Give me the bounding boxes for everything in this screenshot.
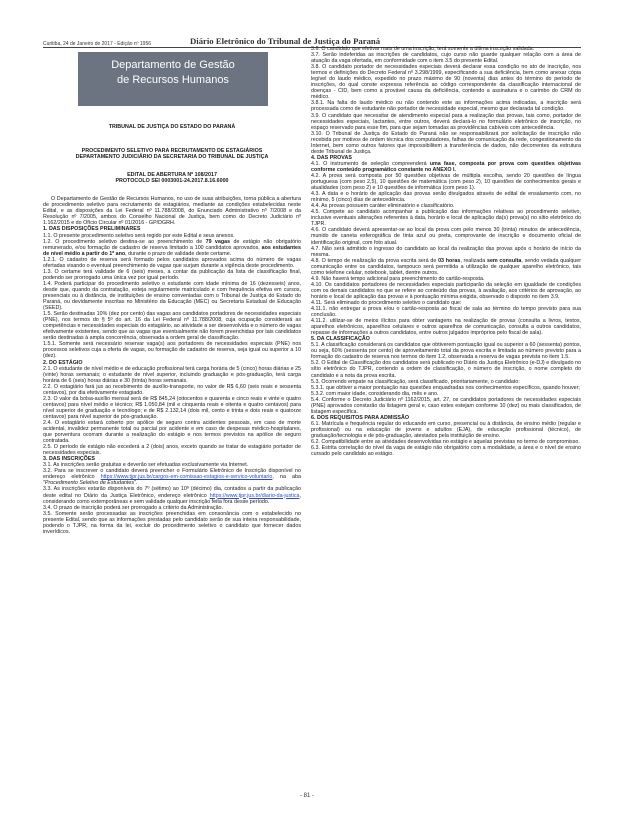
item-2-1: 2.1. O estudante de nível médio e de educação profissional terá carga horária de 5 (cinco) horas diárias e 25 (vinte) horas semanais; o estudante de nível superior, incluindo graduação e pós-graduação, terá carga horária de 6 (seis) horas diárias e 30 (trinta) horas semanais.: [43, 365, 301, 384]
left-column: [43, 124, 301, 535]
item-3-7: 3.7. Serão indeferidas as inscrições de candidatos, cujo curso não guarde qualquer relação com a área de atuação da vaga ofertada, em conformidade com o item 3.5 do presente Edital.: [311, 52, 581, 65]
section-5-heading: 5. DA CLASSIFICAÇÃO: [311, 336, 370, 343]
item-1-3: 1.3. O certame terá validade de 6 (seis) meses, a contar da publicação da lista de classificação final, podendo ser prorrogado uma única vez por igual período.: [43, 268, 301, 281]
item-2-4: 2.4. O estagiário estará coberto por apólice de seguro contra acidentes pessoais, em caso de morte acidental, invalidez permanente total ou parcial por acidente e em caso de despesas médico-hospitalares, que porventura ocorram durante a realização do estágio e nos termos previstos na apólice de seguro contratada.: [43, 419, 301, 445]
item-5-3-2: 5.3.2. com maior idade, considerando dia, mês e ano.: [311, 390, 439, 397]
item-2-5: 2.5. O período de estágio não excederá a 2 (dois) anos, exceto quando se tratar de estagiário portador de necessidades especiais.: [43, 444, 301, 457]
court-heading: TRIBUNAL DE JUSTIÇA DO ESTADO DO PARANÁ: [108, 124, 236, 130]
item-3-5: 3.5. Somente serão processadas as inscrições preenchidas em consonância com o estabelecido no presente Edital, sendo que as informações prestadas pelo candidato serão de sua inteira responsabilidade, podendo o TJPR, na forma da lei, excluir do procedimento seletivo o candidato que fornecer dados inverídicos.: [43, 510, 301, 535]
procedure-heading-2: DEPARTAMENTO JUDICIÁRIO DA SECRETARIA DO TRIBUNAL DE JUSTIÇA: [75, 154, 269, 161]
item-3-10: 3.10. O Tribunal de Justiça do Estado do Paraná não se responsabilizará por solicitação de inscrição não recebida por motivos de ordem técnica dos computadores, falhas de comunicação da rede, congestionamento da Internet, bem como outros fatores que impossibilitem a transferência de dados, não decorrentes da estrutura deste Tribunal de Justiça.: [311, 130, 581, 155]
right-column: [311, 46, 581, 457]
item-1-2-1: 1.2.1. O cadastro de reserva será formado pelos candidatos aprovados acima do número de vagas ofertadas visando o eventual preenchimento de vagas que surjam durante a vigência deste procedimento.: [43, 256, 301, 269]
item-3-1: 3.1. As inscrições serão gratuitas e deverão ser efetuadas exclusivamente via Internet.: [43, 462, 249, 469]
section-1-heading: 1. DAS DISPOSIÇÕES PRELIMINARES: [43, 226, 141, 233]
item-5-3-1: 5.3.1. que obtiver a maior pontuação nas questões enquadradas nos conhecimentos específicos, quando houver;: [311, 384, 580, 391]
item-4-5: 4.5. Compete ao candidato acompanhar a publicação das informações relativas ao procedimento seletivo, inclusive eventuais alterações referentes à data, horário e local de aplicação da(s) prova(s) no sítio eletrônico do TJPR.: [311, 209, 581, 228]
item-6-3: 6.3. Estrita correlação do nível da vaga de estágio não obrigatório com a modalidade, a área e o nível de ensino cursado pelo candidato ao estágio.: [311, 445, 581, 458]
item-1-1: 1.1. O presente procedimento seletivo será regido por este Edital e seus anexos.: [43, 232, 235, 239]
item-1-4: 1.4. Poderá participar do procedimento seletivo o estudante com idade mínima de 16 (dezesseis) anos, desde que, quando da contratação, esteja regularmente matriculado e com frequência efetiva em cursos, presenciais ou à distância, de instituições de ensino conveniadas com o Tribunal de Justiça do Estado do Paraná, ou devidamente inscritas no Ministério da Educação (MEC) ou Secretaria Estadual de Educação (SEED).: [43, 280, 301, 312]
section-3-heading: 3. DAS INSCRIÇÕES: [43, 456, 95, 463]
page-number: - 81 -: [300, 793, 315, 799]
item-3-3: 3.3. As inscrições estarão disponíveis do 7º (sétimo) ao 10º (décimo) dia, contados a partir da publicação deste edital no Diário da Justiça Eletrônico, endereço eletrônico https://www.tjpr.jus.br/diario-da-justica, considerando como extemporâneas e sem validade qualquer inscrição feita fora desse período.: [43, 486, 301, 505]
item-5-3: 5.3. Ocorrendo empate na classificação, será classificado, prioritariamente, o candidato:: [311, 378, 520, 385]
intro-paragraph: O Departamento de Gestão de Recursos Humanos, no uso de suas atribuições, torna pública a abertura de procedimento seletivo para recrutamento de estagiários, mediante as condições estabelecidas neste Edital, e as disposições da Lei Federal nº 11.788/2008, do Enunciado Administrativo nº 7/2008 e da Resolução nº 7/2005, ambos do Conselho Nacional de Justiça, bem como do Decreto Judiciário nº 1.162/2015 e do Ofício Circular nº 01/2016 - GP/DGRH.: [43, 196, 301, 227]
item-1-2: 1.2. O procedimento seletivo destina-se ao preenchimento de 79 vagas de estágio não obrigatório remunerado, e/ou formação de cadastro de reserva limitado a 100 candidatos aprovados, aos estudantes de nível médio a partir do 1º ano, durante o prazo de validade deste certame.: [43, 238, 301, 257]
item-6-1: 6.1. Matrícula e frequência regular do educando em curso, presencial ou à distância, de ensino médio (regular e profissional) ou na educação de jovens e adultos (EJA), de educação profissional (técnico), de graduação/tecnologia e de pós-graduação, atestados pela instituição de ensino.: [311, 420, 581, 439]
item-3-2: 3.2. Para se inscrever o candidato deverá preencher o Formulário Eletrônico de Inscrição disponível no endereço eletrônico https://www.tjpr.jus.br/cargos-em-comissao-estagios-e-servico-voluntario, na aba "Procedimento Seletivo de Estudantes".: [43, 468, 301, 487]
department-line-1: Departamento de Gestão: [111, 59, 235, 71]
item-5-1: 5.1. A classificação considerará os candidatos que obtiverem pontuação igual ou superior a 60 (sessenta) pontos, ou seja, 60% (sessenta por cento) de aproveitamento total da prova escrita e limitada ao número previsto para a formação do cadastro de reserva nos termos do item 1.2, observada a reserva de vagas prevista no item 1.5.: [311, 342, 581, 361]
item-3-9: 3.9. O candidato que necessitar de atendimento especial para a realização das provas, tais como, portador de necessidades especiais, lactantes, entre outros, deverá declará-lo no formulário eletrônico de inscrição, no espaço reservado para esse fim, para que sejam tomadas as providências cabíveis com antecedência.: [311, 112, 581, 131]
edital-heading: EDITAL DE ABERTURA Nº 108/2017: [127, 172, 217, 179]
item-4-11: 4.11. Será eliminado do procedimento seletivo o candidato que:: [311, 299, 462, 306]
section-2-heading: 2. DO ESTÁGIO: [43, 359, 83, 366]
item-4-11-2: 4.11.2. utilizar-se de meios ilícitos para obter vantagens na realização de provas (consulta a livros, textos, aparelhos eletrônicos, aparelhos celulares e outros aparelhos de comunicação, consulta a outros candidatos, repasse de informações a outros candidatos, entre outros julgados impróprios pelo fiscal de sala).: [311, 318, 581, 337]
item-4-10: 4.10. Os candidatos portadores de necessidades especiais participarão da seleção em igualdade de condições com os demais candidatos no que se refere ao conteúdo das provas, à avaliação, aos critérios de aprovação, ao horário e local de aplicação das provas e à pontuação mínima exigida, observado o disposto no item 3.9.: [311, 281, 581, 300]
item-4-8: 4.8. O tempo de realização da prova escrita será de 03 horas, realizada sem consulta, sendo vedada qualquer comunicação entre os candidatos, tampouco será permitida a utilização de qualquer aparelho eletrônico, tais como telefone celular, notebook, tablet, dentre outros.: [311, 257, 582, 276]
section-4-heading: 4. DAS PROVAS: [311, 154, 352, 161]
item-2-2: 2.2. O estagiário fará jus ao recebimento de auxílio-transporte, no valor de R$ 6,60 (seis reais e sessenta centavos), por dia efetivamente estagiado.: [43, 383, 301, 396]
journal-title: Diário Eletrônico do Tribunal de Justiça do Paraná: [190, 36, 381, 46]
item-5-4: 5.4. Conforme o Decreto Judiciário nº 1162/2015, art. 27, os candidatos portadores de necessidades especiais (PNE) aprovados constarão da listagem geral e, caso estes estejam conforme 10 (dez) ou mais classificados, de listagem específica.: [311, 396, 581, 415]
item-5-2: 5.2. O Edital de Classificação dos candidatos será publicado no Diário da Justiça Eletrônico (e-DJ) e divulgado no sítio eletrônico do TJPR, contendo a ordem de classificação, o número de inscrição, o nome completo do candidato e a nota da prova escrita.: [311, 360, 581, 379]
item-1-5: 1.5. Serão destinadas 10% (dez por cento) das vagas aos candidatos portadores de necessidades especiais (PNE), nos termos do § 5º do art. 16 da Lei Federal nº 11.788/2008, cuja ocupação considerará as competências e necessidades especiais do estagiário, ao atividade a ser desenvolvida e o número de vagas efetivamente existentes, sendo que as vagas que eventualmente não forem preenchidas por tais candidatos serão destinadas à ampla concorrência, observada a ordem geral de classificação.: [43, 311, 301, 342]
item-4-4: 4.4. As provas possuem caráter eliminatório e classificatório.: [311, 203, 455, 210]
edition-date: Curitiba, 24 de Janeiro de 2017 - Edição nº 1956: [43, 41, 152, 47]
item-3-8-1: 3.8.1. Na falta do laudo médico ou não contendo este as informações acima indicadas, a inscrição será processada como de estudante não portador de necessidade especial, mesmo que declarada tal condição.: [311, 100, 581, 113]
item-3-6: 3.6. O candidato que efetivar mais de uma inscrição, terá somente a última inscrição validada.: [311, 46, 535, 52]
section-6-heading: 6. DOS REQUISITOS PARA ADMISSÃO: [311, 414, 409, 421]
item-4-6: 4.6. O candidato deverá apresentar-se ao local da prova com pelo menos 30 (trinta) minutos de antecedência, munido de caneta esferográfica de tinta azul ou preta, comprovante de inscrição e documento oficial de identificação original, com foto atual.: [311, 227, 581, 246]
department-box: [78, 52, 268, 106]
procedure-heading-1: PROCEDIMENTO SELETIVO PARA RECRUTAMENTO DE ESTAGIÁRIOS: [81, 148, 263, 155]
item-4-7: 4.7. Não será admitido o ingresso do candidato ao local da realização das provas após o horário de início da mesma.: [311, 245, 581, 258]
department-line-2: de Recursos Humanos: [117, 74, 229, 86]
item-3-4: 3.4. O prazo de inscrição poderá ser prorrogado a critério da Administração.: [43, 504, 223, 511]
protocol-heading: PROTOCOLO SEI 0003001-24.2017.8.16.6000: [115, 178, 229, 185]
item-4-2: 4.2. A prova será composta por 50 questões objetivas de múltipla escolha, sendo 20 questões de língua portuguesa (com peso 2,5), 10 questões de matemática (com peso 2), 10 questões de conhecimentos gerais e atualidades (com peso 2) e 10 questões de informática (com peso 1).: [311, 172, 581, 192]
item-4-9: 4.9. Não haverá tempo adicional para preenchimento do cartão-resposta.: [311, 275, 485, 282]
item-1-5-1: 1.5.1. Somente será necessário reservar vaga(s) aos portadores de necessidades especiais (PNE) nos processos seletivos cuja a oferta de vagas, ou formação de cadastro de reserva, seja igual ou superior a 10 (dez).: [43, 341, 301, 360]
item-4-11-1: 4.11.1. não entregar a prova e/ou o cartão-resposta ao fiscal de sala ao término do tempo previsto para sua conclusão.: [311, 306, 581, 319]
item-2-3: 2.3. O valor da bolsa-auxílio mensal será de R$ 845,24 (oitocentos e quarenta e cinco reais e vinte e quatro centavos) para nível médio e técnico; R$ 1.050,84 (mil e cinquenta reais e oitenta e quatro centavos) para nível superior de graduação e tecnólogo; e de R$ 2.132,14 (dois mil, cento e trinta e dois reais e quatorze centavos) para nível superior de pós-graduação.: [43, 395, 301, 420]
registration-link[interactable]: https://www.tjpr.jus.br/cargos-em-comissao-estagios-e-servico-voluntario: [100, 474, 273, 481]
item-6-2: 6.2. Compatibilidade entre as atividades desenvolvidas no estágio e aquelas previstas no termo de compromisso.: [311, 439, 580, 446]
item-4-3: 4.3. A data e o horário de aplicação das provas serão divulgados através de edital de ensalamento com, no mínimo, 5 (cinco) dias de antecedência.: [311, 191, 581, 204]
item-3-8: 3.8. O candidato portador de necessidades especiais deverá declarar essa condição no ato de inscrição, nos termos e definições do Decreto Federal nº 3.298/1999, especificando a sua deficiência, bem como anexar cópia legível do laudo médico, expedido no prazo máximo de 90 (noventa) dias antes do término do período de inscrições, do qual conste expressa referência ao código correspondente da classificação internacional de doenças - CID, bem como a provável causa da deficiência, contendo a assinatura e o carimbo do CRM do médico.: [311, 64, 581, 101]
item-4-1: 4.1. O instrumento de seleção compreenderá uma fase, composta por prova com questões objetivas conforme conteúdo programático constante no ANEXO I.: [311, 160, 581, 173]
diario-link[interactable]: https://www.tjpr.jus.br/diario-da-justica: [209, 492, 300, 499]
